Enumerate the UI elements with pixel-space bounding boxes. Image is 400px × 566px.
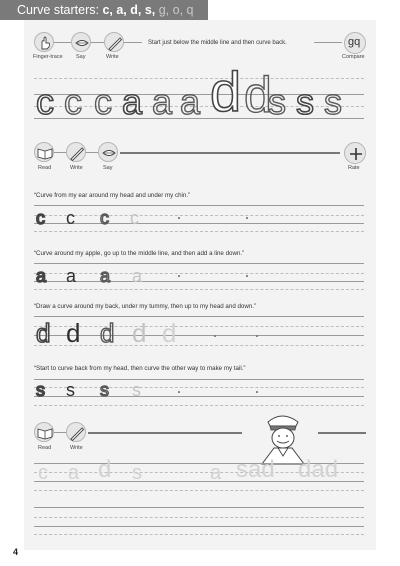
practice-letter-c: c (38, 462, 48, 484)
prompt-d: “Draw a curve around my back, under my tummy, then up to my head and down.” (34, 303, 257, 310)
read-label-3: Read (38, 445, 52, 451)
s-row-dots: s (100, 380, 109, 400)
a-row-dots: a (100, 266, 111, 286)
d-row-trace: d (132, 318, 147, 348)
a-row-trace: a (132, 266, 143, 286)
finger-trace-label: Finger-trace (33, 54, 63, 60)
header-prefix: Curve starters: (17, 3, 103, 17)
d-row-solid: d (66, 318, 81, 348)
trace-letter-a-1: a (122, 81, 143, 122)
trace-letter-s-ghost: s (268, 81, 286, 122)
page-number: 4 (13, 547, 19, 557)
read-book-icon (34, 142, 54, 162)
trace-letter-c-2: c (64, 81, 82, 122)
read-book-icon-2 (34, 422, 54, 442)
c-row-outline: c (36, 208, 45, 228)
trace-letter-d-1: d (210, 60, 242, 123)
c-row-solid-1: c (66, 208, 75, 228)
d-row-outline: d (36, 318, 51, 348)
practice-word-a: a (210, 462, 222, 484)
prompt-s: “Start to curve back from my head, then curve the other way to make my tail.” (34, 365, 246, 372)
say-lips-icon (71, 32, 91, 52)
compare-gq-glyph: gq (348, 36, 361, 48)
practice-word-sad: sad (236, 456, 275, 483)
write-label-2: Write (70, 165, 83, 171)
say-label-2: Say (103, 165, 113, 171)
write-pencil-icon (66, 142, 86, 162)
d-row-dots: d (100, 318, 115, 348)
trace-letter-a-2: a (152, 81, 173, 122)
trace-letter-c-3: c (94, 81, 112, 122)
trace-letter-s-1: s (296, 81, 314, 122)
a-row-outline: a (36, 266, 47, 286)
write-label: Write (106, 54, 119, 60)
page-header (0, 0, 208, 20)
a-row-solid: a (66, 266, 77, 286)
worksheet-panel (24, 20, 376, 550)
s-row-trace: s (132, 380, 141, 400)
write-pencil-icon-2 (66, 422, 86, 442)
c-row-trace: c (130, 208, 139, 228)
rate-plus-icon (344, 142, 366, 164)
read-label: Read (38, 165, 52, 171)
s-row-solid: s (66, 380, 75, 400)
rate-label: Rate (348, 165, 360, 171)
c-row-dots: c (100, 208, 109, 228)
compare-icon (344, 32, 366, 54)
header-letters-main: c, a, d, s, (102, 3, 156, 17)
trace-letter-a-3: a (180, 81, 201, 122)
practice-letter-a: a (68, 462, 80, 484)
practice-word-dad: dad (298, 456, 339, 483)
prompt-c: “Curve from my ear around my head and under my chin.” (34, 192, 191, 199)
s-row-outline: s (36, 380, 45, 400)
trace-letter-c-1: c (36, 81, 54, 122)
d-row-ghost: d (162, 318, 177, 348)
trace-letter-d-2: d (244, 67, 272, 123)
say-label: Say (76, 54, 86, 60)
practice-letter-s: s (132, 462, 142, 484)
say-mouth-icon (98, 142, 118, 162)
prompt-a: “Curve around my apple, go up to the middle line, and then add a line down.” (34, 250, 245, 257)
trace-letter-s-2: s (324, 81, 342, 122)
pencil-write-icon (104, 32, 124, 52)
practice-letter-d: d (98, 456, 112, 483)
finger-trace-icon (34, 32, 54, 52)
compare-label: Compare (342, 54, 365, 60)
write-label-3: Write (70, 445, 83, 451)
header-letters-faint: g, o, q (158, 3, 194, 17)
top-instruction: Start just below the middle line and then curve back. (148, 40, 287, 46)
